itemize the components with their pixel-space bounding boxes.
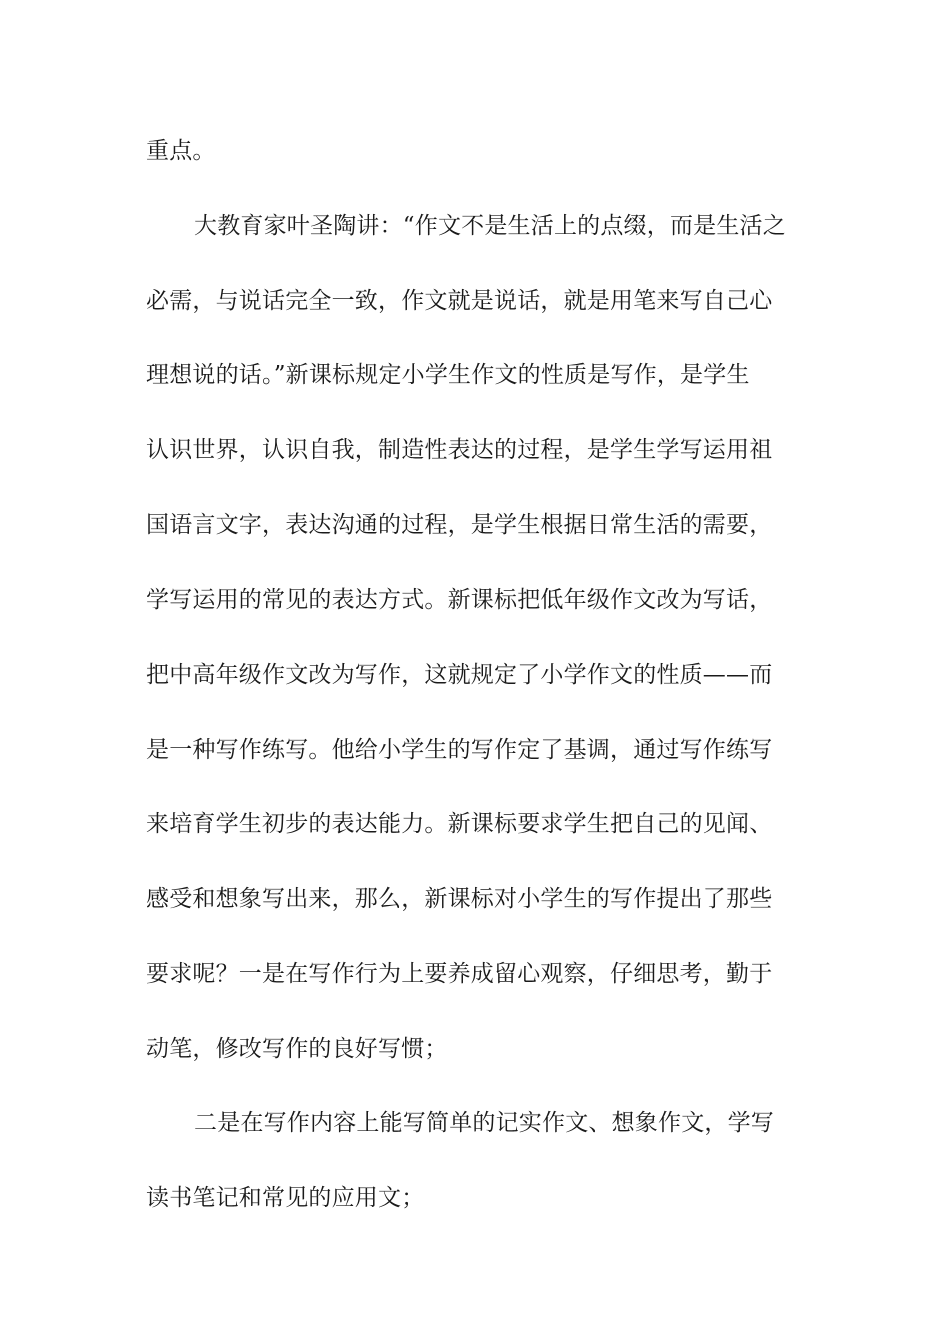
text-line: 把中高年级作文改为写作，这就规定了小学作文的性质——而 xyxy=(146,662,773,688)
paragraph-start-line: 二是在写作内容上能写简单的记实作文、想象作文，学写 xyxy=(194,1110,774,1136)
text-line: 理想说的话。”新课标规定小学生作文的性质是写作，是学生 xyxy=(146,362,750,388)
text-line: 重点。 xyxy=(146,138,216,164)
paragraph-start-line: 大教育家叶圣陶讲：“作文不是生活上的点缀，而是生活之 xyxy=(194,213,786,239)
text-line: 来培育学生初步的表达能力。新课标要求学生把自己的见闻、 xyxy=(146,811,773,837)
text-line: 要求呢？一是在写作行为上要养成留心观察，仔细思考，勤于 xyxy=(146,961,773,987)
text-line: 国语言文字，表达沟通的过程，是学生根据日常生活的需要， xyxy=(146,512,773,538)
text-line: 认识世界，认识自我，制造性表达的过程，是学生学写运用祖 xyxy=(146,437,773,463)
text-line: 必需，与说话完全一致，作文就是说话，就是用笔来写自己心 xyxy=(146,288,773,314)
text-line: 读书笔记和常见的应用文； xyxy=(146,1185,425,1211)
text-line: 动笔，修改写作的良好写惯； xyxy=(146,1036,448,1062)
text-line: 是一种写作练写。他给小学生的写作定了基调，通过写作练写 xyxy=(146,737,773,763)
text-line: 学写运用的常见的表达方式。新课标把低年级作文改为写话， xyxy=(146,587,773,613)
text-line: 感受和想象写出来，那么，新课标对小学生的写作提出了那些 xyxy=(146,886,773,912)
